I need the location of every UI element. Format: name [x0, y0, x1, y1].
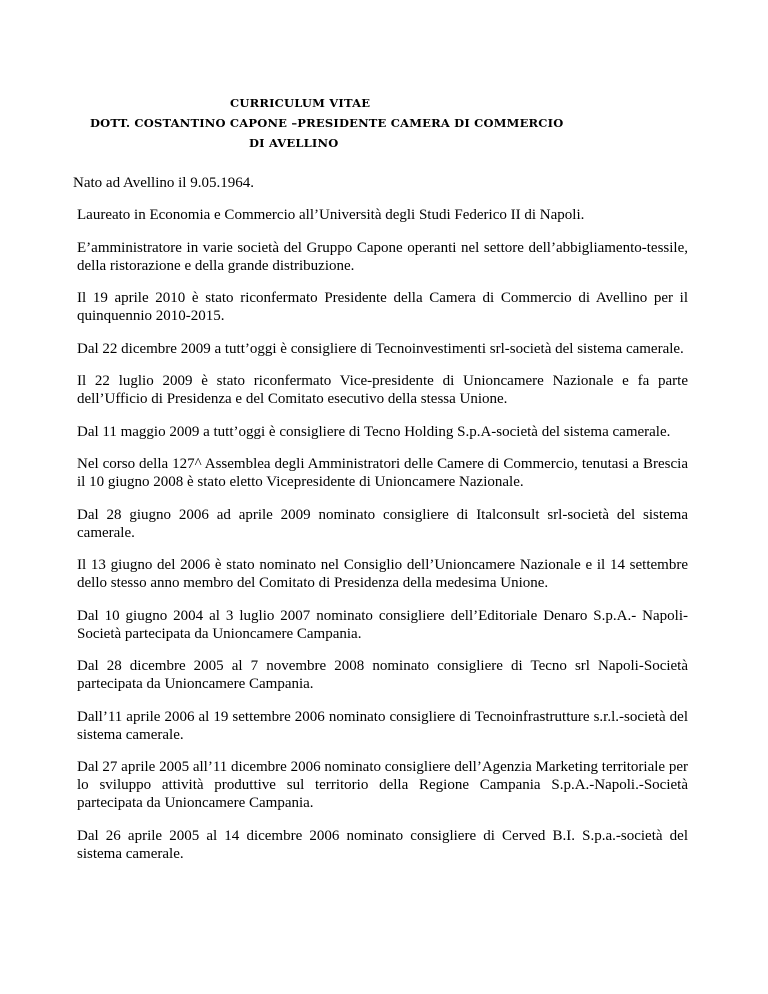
cv-paragraph: Laureato in Economia e Commercio all’Università degli Studi Federico II di Napoli. — [77, 207, 585, 223]
cv-paragraph: Dal 28 dicembre 2005 al 7 novembre 2008 nominato consigliere di Tecno srl Napoli-Società partecipata da Unioncamere Campania. — [77, 658, 688, 692]
cv-paragraph: Dall’11 aprile 2006 al 19 settembre 2006 nominato consigliere di Tecnoinfrastrutture s.r.l.-società del sistema camerale. — [77, 708, 688, 743]
birth-line: Nato ad Avellino il 9.05.1964. — [73, 175, 254, 191]
cv-paragraph: Il 13 giugno del 2006 è stato nominato nel Consiglio dell’Unioncamere Nazionale e il 14 settembre dello stesso anno membro del Comitato di Presidenza della medesima Unione. — [77, 557, 688, 591]
cv-paragraph: Dal 26 aprile 2005 al 14 dicembre 2006 nominato consigliere di Cerved B.I. S.p.a.-società del sistema camerale. — [77, 827, 688, 862]
document-heading — [0, 93, 768, 153]
cv-paragraph: Dal 28 giugno 2006 ad aprile 2009 nominato consigliere di Italconsult srl-società del sistema camerale. — [77, 506, 688, 541]
cv-body — [77, 206, 688, 863]
heading-name-line: DOTT. COSTANTINO CAPONE –PRESIDENTE CAMERA DI COMMERCIO — [90, 116, 564, 130]
cv-paragraph: Il 19 aprile 2010 è stato riconfermato Presidente della Camera di Commercio di Avellino per il quinquennio 2010-2015. — [77, 290, 688, 324]
cv-paragraph: Dal 27 aprile 2005 all’11 dicembre 2006 nominato consigliere dell’Agenzia Marketing territoriale per lo sviluppo attività produttive sul territorio della Regione Campania S.p.A.-Napoli.-Società partecipata da Unioncamere Campania. — [77, 759, 688, 811]
cv-paragraph: Dal 11 maggio 2009 a tutt’oggi è consigliere di Tecno Holding S.p.A-società del sistema camerale. — [77, 423, 671, 440]
cv-paragraph: E’amministratore in varie società del Gruppo Capone operanti nel settore dell’abbigliamento-tessile, della ristorazione e della grande distribuzione. — [77, 239, 688, 274]
cv-paragraph: Dal 10 giugno 2004 al 3 luglio 2007 nominato consigliere dell’Editoriale Denaro S.p.A.- Napoli-Società partecipata da Unioncamere Campania. — [77, 607, 688, 642]
heading-title: CURRICULUM VITAE — [230, 96, 371, 110]
heading-city-line: DI AVELLINO — [249, 136, 339, 150]
cv-paragraph: Dal 22 dicembre 2009 a tutt’oggi è consigliere di Tecnoinvestimenti srl-società del sistema camerale. — [77, 340, 684, 357]
cv-paragraph: Nel corso della 127^ Assemblea degli Amministratori delle Camere di Commercio, tenutasi a Brescia il 10 giugno 2008 è stato eletto Vicepresidente di Unioncamere Nazionale. — [77, 456, 688, 490]
cv-paragraph: Il 22 luglio 2009 è stato riconfermato Vice-presidente di Unioncamere Nazionale e fa parte dell’Ufficio di Presidenza e del Comitato esecutivo della stessa Unione. — [77, 373, 688, 407]
